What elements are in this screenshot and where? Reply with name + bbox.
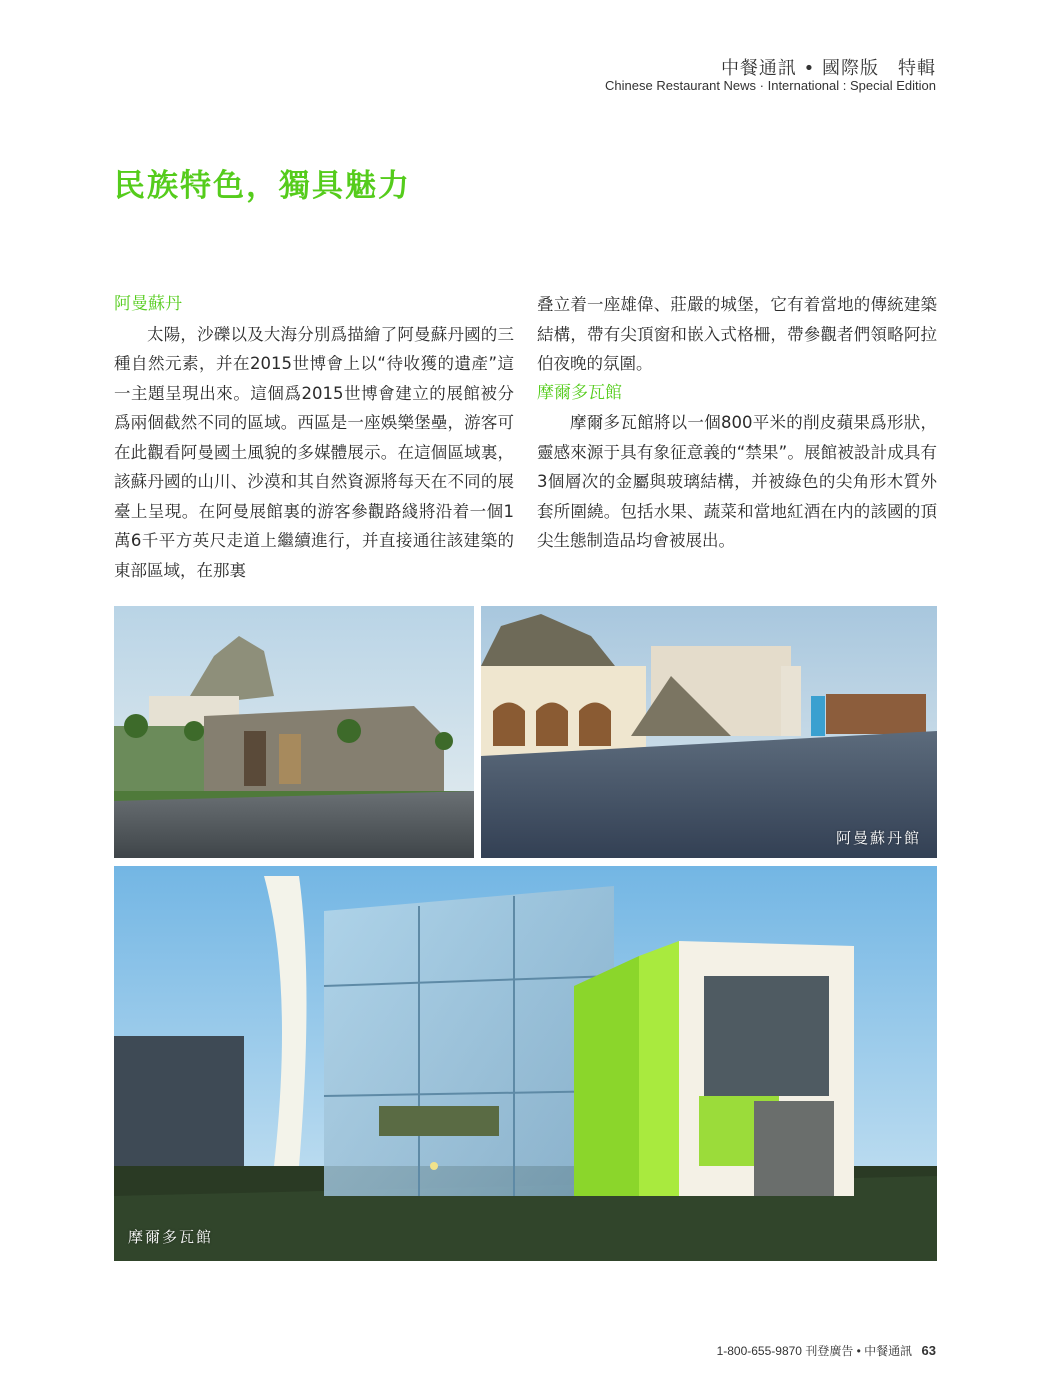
page-title: 民族特色，獨具魅力 — [114, 168, 411, 204]
magazine-title-english: Chinese Restaurant News · International : Special Edition — [605, 78, 936, 93]
oman-pavilion-photo-1 — [114, 606, 474, 858]
oman-caption: 阿曼蘇丹館 — [835, 829, 921, 847]
right-column — [537, 290, 937, 556]
oman-paragraph-continued: 叠立着一座雄偉、莊嚴的城堡，它有着當地的傳統建築結構，帶有尖頂窗和嵌入式格柵，帶參觀者們領略阿拉伯夜晚的氛圍。 — [537, 295, 937, 373]
page-number: 63 — [921, 1343, 936, 1358]
moldova-pavilion-photo — [114, 866, 937, 1261]
footer-phone: 1-800-655-9870 — [716, 1344, 802, 1358]
left-column — [114, 290, 514, 585]
oman-pavilion-photo-2 — [481, 606, 937, 858]
footer-ad-text: 刊登廣告 • 中餐通訊 — [805, 1344, 913, 1358]
moldova-paragraph: 摩爾多瓦館將以一個800平米的削皮蘋果爲形狀，靈感來源于具有象征意義的“禁果”。展館被設計成具有3個層次的金屬與玻璃結構，并被綠色的尖角形木質外套所圍繞。包括水果、蔬菜和當地紅酒在内的該國的頂尖生態制造品均會被展出。 — [537, 413, 937, 550]
moldova-caption: 摩爾多瓦館 — [128, 1228, 214, 1246]
section-heading-moldova: 摩爾多瓦館 — [537, 382, 622, 403]
magazine-title-chinese: 中餐通訊 • 國際版 特輯 — [720, 58, 936, 79]
page-footer — [717, 1342, 936, 1359]
section-heading-oman: 阿曼蘇丹 — [114, 294, 182, 314]
oman-paragraph: 太陽，沙礫以及大海分別爲描繪了阿曼蘇丹國的三種自然元素，并在2015世博會上以“待收獲的遺產”這一主題呈現出來。這個爲2015世博會建立的展館被分爲兩個截然不同的區域。西區是一座娛樂堡壘，游客可在此觀看阿曼國土風貌的多媒體展示。在這個區域裏，該蘇丹國的山川、沙漠和其自然資源將每天在不同的展臺上呈現。在阿曼展館裏的游客參觀路綫將沿着一個1萬6千平方英尺走道上繼續進行，并直接通往該建築的東部區域，在那裏 — [114, 324, 514, 580]
